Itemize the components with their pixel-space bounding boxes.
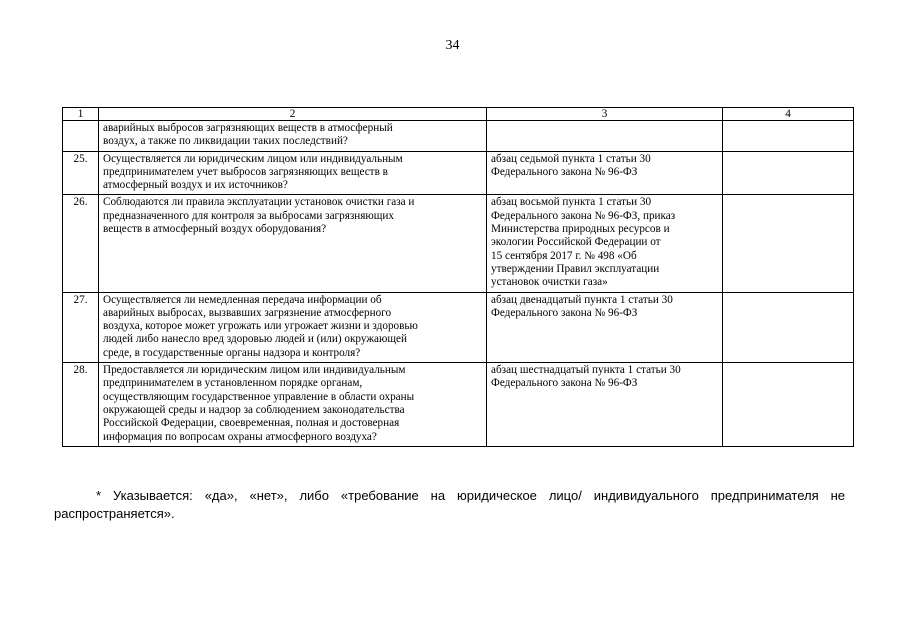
table-row (63, 292, 854, 362)
question-line: людей либо нанесло вред здоровью людей и (или) окружающей (103, 333, 407, 346)
legal-reference-cell (487, 363, 723, 447)
question-line: воздуха, которое может угрожать или угрожает жизни и здоровью (103, 320, 418, 333)
question-line: Предоставляется ли юридическим лицом или индивидуальным (103, 364, 406, 377)
row-number: 28. (63, 363, 99, 447)
row-number: 25. (63, 151, 99, 195)
question-line: Осуществляется ли немедленная передача информации об (103, 293, 382, 306)
question-line: аварийных выбросов загрязняющих веществ в атмосферный (103, 122, 393, 134)
table-row (63, 363, 854, 447)
question-line: Осуществляется ли юридическим лицом или индивидуальным (103, 152, 403, 165)
reference-line: утверждении Правил эксплуатации (491, 262, 660, 275)
page-number: 34 (445, 38, 460, 53)
legal-reference-cell (487, 121, 723, 152)
question-cell (99, 121, 487, 152)
question-line: окружающей среды и надзор за соблюдением законодательства (103, 403, 405, 416)
question-line: предпринимателем в установленном порядке органам, (103, 377, 363, 390)
question-cell (99, 292, 487, 362)
answer-cell (723, 292, 854, 362)
row-number: 26. (63, 195, 99, 292)
reference-line: экологии Российской Федерации от (491, 236, 661, 249)
question-cell (99, 151, 487, 195)
column-header: 3 (487, 108, 723, 121)
reference-line: абзац шестнадцатый пункта 1 статьи 30 (491, 364, 681, 377)
table-row (63, 195, 854, 292)
question-line: предпринимателем учет выбросов загрязняющих веществ в (103, 165, 388, 178)
row-number (63, 121, 99, 152)
question-line: воздух, а также по ликвидации таких последствий? (103, 135, 348, 148)
reference-line: Федерального закона № 96-ФЗ, приказ (491, 209, 676, 222)
question-line: атмосферный воздух и их источников? (103, 179, 288, 192)
footnote: * Указывается: «да», «нет», либо «требование на юридическое лицо/ индивидуального предпринимателя не распространяется». (54, 488, 845, 521)
table-header-row (63, 108, 854, 121)
question-cell (99, 363, 487, 447)
question-line: Соблюдаются ли правила эксплуатации установок очистки газа и (103, 196, 415, 209)
column-header: 4 (723, 108, 854, 121)
reference-line: Федерального закона № 96-ФЗ (491, 165, 638, 178)
legal-reference-cell (487, 151, 723, 195)
answer-cell (723, 363, 854, 447)
question-line: среде, в государственные органы надзора и контроля? (103, 346, 361, 359)
answer-cell (723, 121, 854, 152)
answer-cell (723, 195, 854, 292)
reference-line: Федерального закона № 96-ФЗ (491, 306, 638, 319)
reference-line: 15 сентября 2017 г. № 498 «Об (491, 249, 637, 262)
table-row (63, 121, 854, 152)
legal-reference-cell (487, 292, 723, 362)
question-line: веществ в атмосферный воздух оборудования? (103, 223, 327, 236)
question-cell (99, 195, 487, 292)
answer-cell (723, 151, 854, 195)
question-line: Российской Федерации, своевременная, полная и достоверная (103, 417, 400, 430)
row-number: 27. (63, 292, 99, 362)
reference-line: абзац восьмой пункта 1 статьи 30 (491, 196, 652, 209)
reference-line: абзац двенадцатый пункта 1 статьи 30 (491, 293, 673, 306)
question-line: осуществляющим государственное управление в области охраны (103, 390, 415, 403)
table-row (63, 151, 854, 195)
question-line: предназначенного для контроля за выбросами загрязняющих (103, 209, 394, 222)
question-line: информация по вопросам охраны атмосферного воздуха? (103, 430, 377, 443)
column-header: 1 (63, 108, 99, 121)
legal-reference-cell (487, 195, 723, 292)
reference-line: установок очистки газа» (491, 276, 608, 289)
checklist-table (62, 107, 854, 447)
reference-line: абзац седьмой пункта 1 статьи 30 (491, 152, 651, 165)
reference-line: Федерального закона № 96-ФЗ (491, 377, 638, 390)
column-header: 2 (99, 108, 487, 121)
reference-line: Министерства природных ресурсов и (491, 223, 670, 236)
question-line: аварийных выбросах, вызвавших загрязнение атмосферного (103, 306, 392, 319)
